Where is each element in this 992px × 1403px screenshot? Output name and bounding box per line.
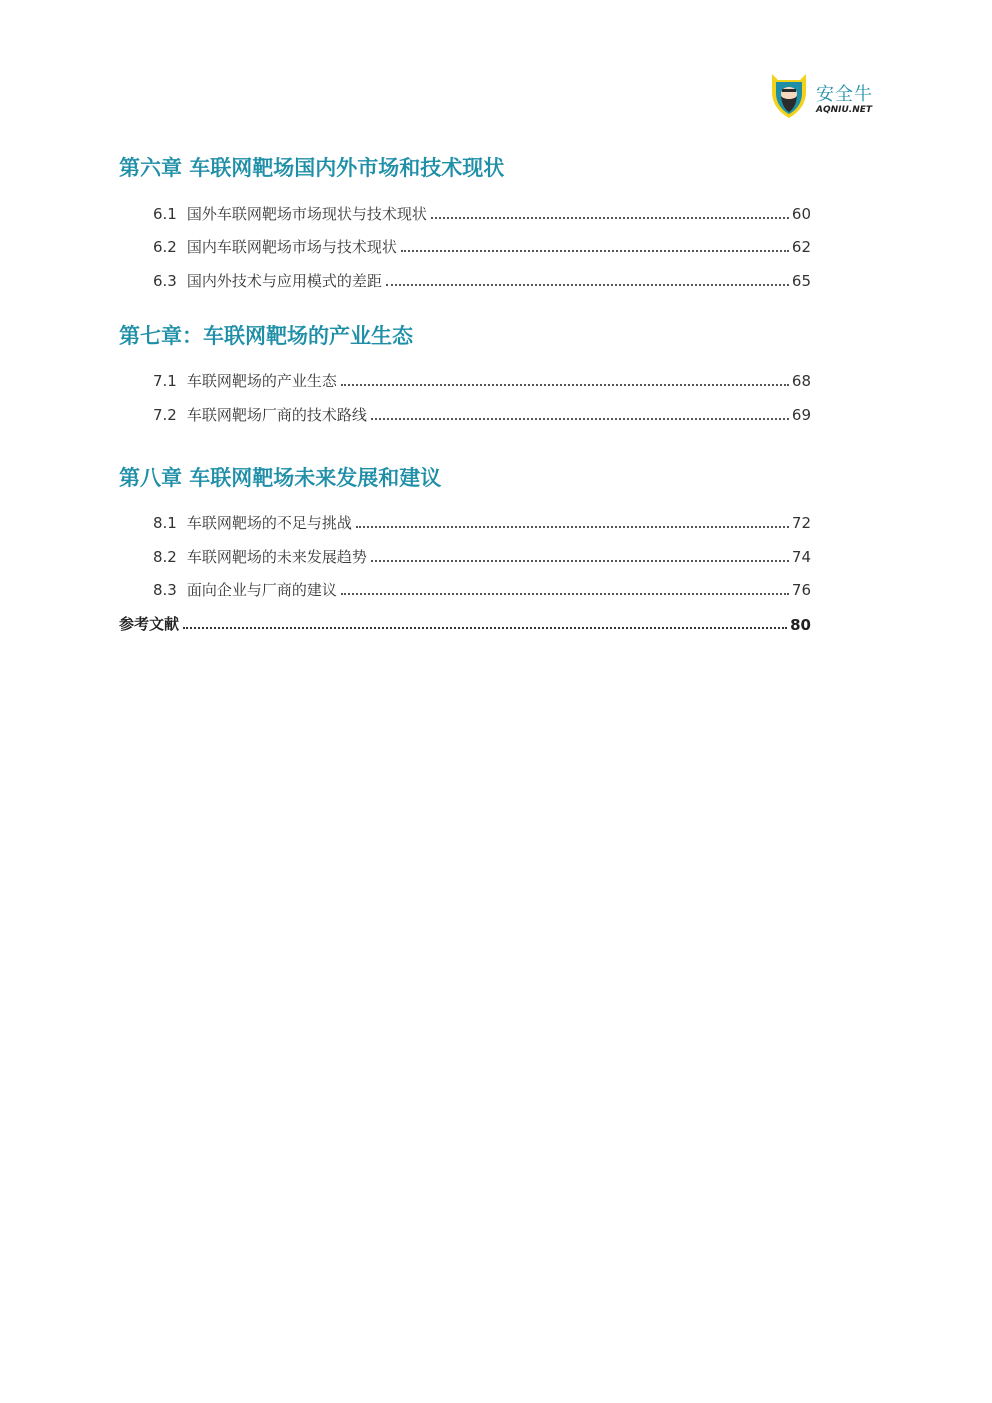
entry-title: 车联网靶场的未来发展趋势 <box>186 547 367 566</box>
chapter-7-heading[interactable]: 第七章：车联网靶场的产业生态 <box>119 323 413 348</box>
entry-title: 国内车联网靶场市场与技术现状 <box>186 238 397 256</box>
entry-page: 68 <box>791 372 811 390</box>
entry-number: 8.1 <box>153 514 177 532</box>
entry-number: 7.2 <box>153 405 177 424</box>
toc-entry[interactable] <box>119 257 811 291</box>
entry-title: 车联网靶场的不足与挑战 <box>186 514 352 532</box>
dot-leader <box>371 418 789 420</box>
dot-leader <box>371 560 789 562</box>
toc-entry[interactable] <box>119 391 811 425</box>
toc-entry[interactable] <box>119 500 811 534</box>
entry-number: 6.3 <box>153 271 177 290</box>
chapter-8-entries <box>119 500 811 601</box>
entry-page: 76 <box>791 581 811 599</box>
chapter-6-heading[interactable]: 第六章 车联网靶场国内外市场和技术现状 <box>119 156 505 180</box>
chapter-7-entries <box>119 358 811 425</box>
entry-page: 65 <box>791 271 811 290</box>
dot-leader <box>356 526 789 528</box>
logo-chinese-name: 安全牛 <box>816 84 873 105</box>
references-page: 80 <box>790 616 811 634</box>
dot-leader <box>341 593 789 595</box>
table-of-contents <box>119 150 811 634</box>
bull-shield-icon <box>768 70 810 120</box>
entry-page: 69 <box>791 405 811 424</box>
dot-leader <box>183 627 787 629</box>
entry-number: 8.2 <box>153 547 177 566</box>
toc-entry[interactable] <box>119 533 811 567</box>
dot-leader <box>401 250 789 252</box>
entry-number: 8.3 <box>153 581 177 599</box>
toc-entry[interactable] <box>119 224 811 258</box>
entry-page: 72 <box>791 514 811 532</box>
entry-title: 车联网靶场厂商的技术路线 <box>186 405 367 424</box>
entry-number: 6.1 <box>153 204 177 223</box>
references-entry[interactable] <box>119 610 811 634</box>
entry-title: 国外车联网靶场市场现状与技术现状 <box>186 204 427 223</box>
entry-page: 74 <box>791 547 811 566</box>
brand-logo <box>768 70 878 122</box>
entry-title: 国内外技术与应用模式的差距 <box>186 271 382 290</box>
toc-entry[interactable] <box>119 358 811 392</box>
entry-number: 7.1 <box>153 372 177 390</box>
entry-title: 面向企业与厂商的建议 <box>186 581 337 599</box>
entry-page: 60 <box>791 204 811 223</box>
dot-leader <box>386 284 789 286</box>
entry-number: 6.2 <box>153 238 177 256</box>
toc-entry[interactable] <box>119 190 811 224</box>
toc-entry[interactable] <box>119 567 811 601</box>
entry-title: 车联网靶场的产业生态 <box>186 372 337 390</box>
references-title: 参考文献 <box>119 615 180 633</box>
chapter-6-entries <box>119 190 811 291</box>
dot-leader <box>431 217 789 219</box>
dot-leader <box>341 384 789 386</box>
logo-domain: AQNIU.NET <box>816 105 873 115</box>
chapter-8-heading[interactable]: 第八章 车联网靶场未来发展和建议 <box>119 465 442 490</box>
entry-page: 62 <box>791 238 811 256</box>
